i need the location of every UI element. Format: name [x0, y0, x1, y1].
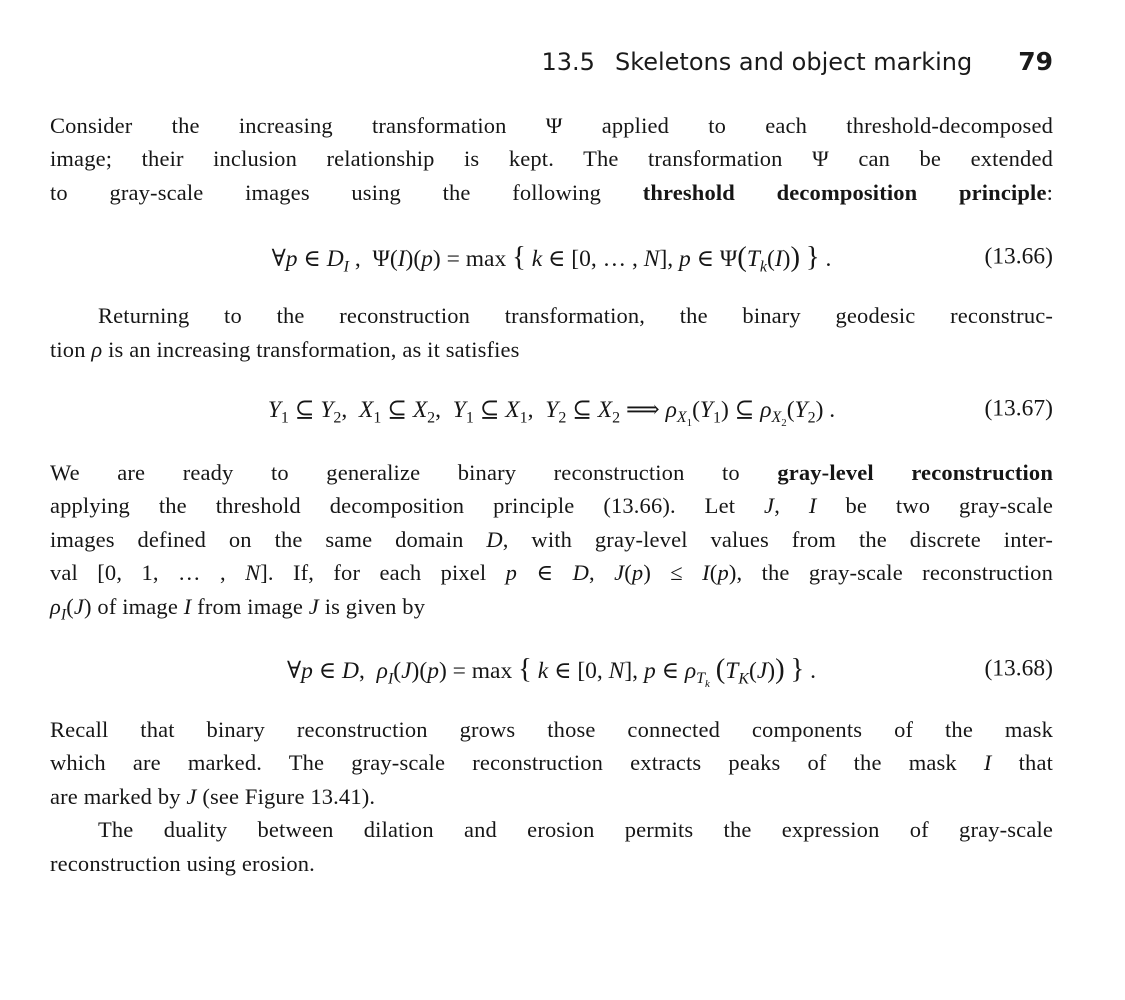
text-line: Recall that binary reconstruction grows those connected components of the mask: [50, 717, 1053, 743]
equation-13-66: [50, 236, 1053, 278]
equation-number: (13.66): [984, 243, 1053, 270]
text-line: $\rho_I(J)$ of image I from image J is given by: [50, 593, 426, 624]
text-line: val [0, 1, … , N]. If, for each pixel p ∈ D, J(p) ≤ I(p), the gray-scale reconstruction: [50, 560, 1053, 586]
text-line: We are ready to generalize binary reconstruction to gray-level reconstruction: [50, 460, 1053, 486]
paragraph-recall-binary: [50, 713, 1053, 813]
paragraph-binary-geodesic: [50, 299, 1053, 366]
equation-body: ∀p ∈ $D_I$ , Ψ(I)(p) = max { k ∈ [0, … , N], p ∈ $\Psi(T_k(I))$ } .: [271, 240, 832, 276]
running-header: [50, 0, 1053, 77]
paragraph-duality: [50, 813, 1053, 880]
section-heading: Skeletons and object marking: [614, 48, 973, 76]
paragraph-gray-level-reconstruction: [50, 456, 1053, 623]
page-content: [50, 0, 1053, 880]
text-line: are marked by J (see Figure 13.41).: [50, 783, 376, 809]
page-number: 79: [1018, 47, 1053, 76]
text-line: image; their inclusion relationship is kept. The transformation Ψ can be extended: [50, 146, 1053, 172]
equation-body: $Y_1$ ⊆ $Y_2$, $X_1$ ⊆ $X_2$, $Y_1$ ⊆ $X_1$, $Y_2$ ⊆ $X_2$ ⟹ $\rho_{X_1}(Y_1)$ ⊆ $\rho_{X_2}(Y_2)$ .: [267, 396, 836, 430]
text-line: to gray-scale images using the following threshold decomposition principle:: [50, 179, 1053, 205]
equation-number: (13.68): [984, 655, 1053, 682]
text-line: reconstruction using erosion.: [50, 850, 315, 876]
text-line: Consider the increasing transformation Ψ applied to each threshold-decomposed: [50, 113, 1053, 138]
text-line: Returning to the reconstruction transformation, the binary geodesic reconstruc-: [98, 303, 1053, 329]
equation-13-67: [50, 388, 1053, 430]
text-line: images defined on the same domain D, with gray-level values from the discrete inter-: [50, 526, 1053, 552]
text-line: The duality between dilation and erosion permits the expression of gray-scale: [98, 817, 1053, 843]
paragraph-threshold-decomposition: [50, 109, 1053, 209]
equation-number: (13.67): [984, 395, 1053, 422]
text-line: applying the threshold decomposition principle (13.66). Let J, I be two gray-scale: [50, 493, 1053, 519]
equation-body: ∀p ∈ D, $\rho_I(J)(p) = \max$ { k ∈ [0, N], p ∈ $\rho_{T_k}$ $(T_K(J))$ } .: [286, 652, 817, 691]
section-number: 13.5: [541, 48, 595, 76]
equation-13-68: [50, 648, 1053, 690]
text-line: which are marked. The gray-scale reconstruction extracts peaks of the mask I that: [50, 750, 1053, 776]
text-line: tion ρ is an increasing transformation, as it satisfies: [50, 336, 520, 362]
